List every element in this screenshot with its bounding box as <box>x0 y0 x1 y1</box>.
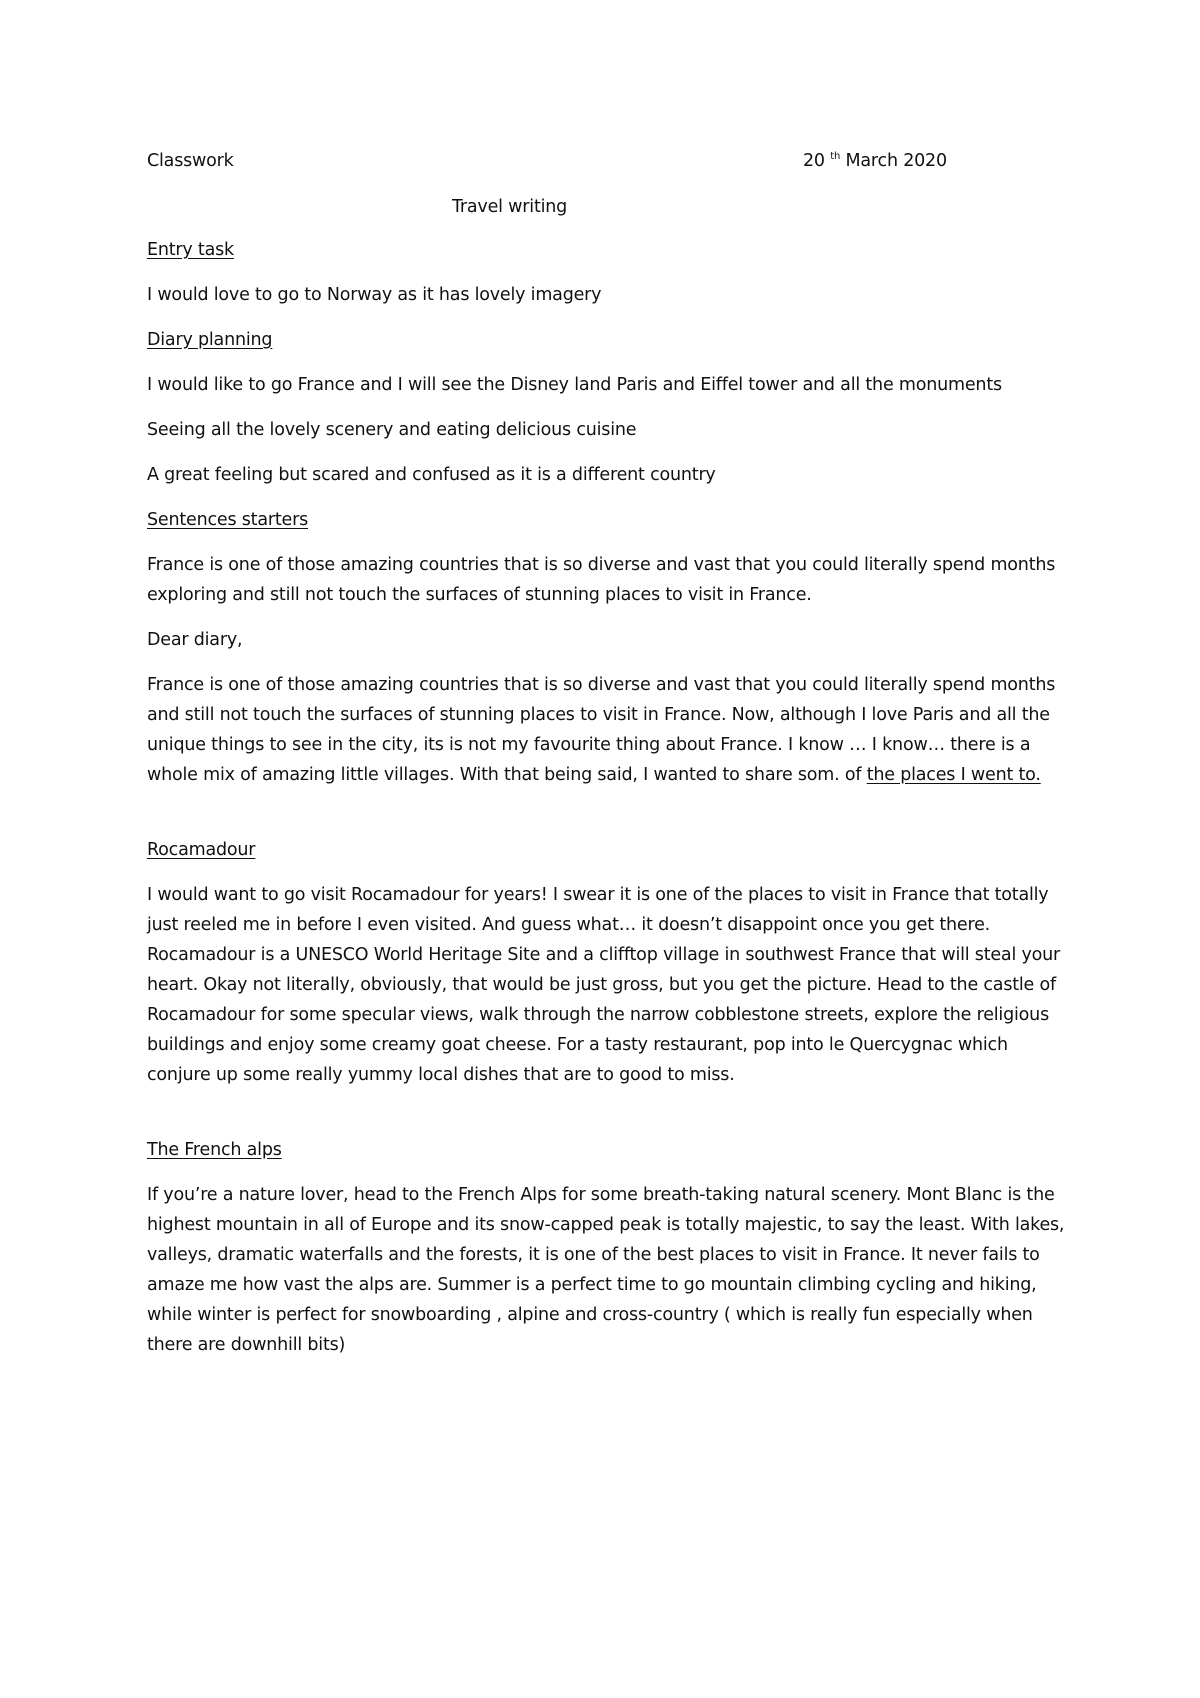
french-alps-heading: The French alps <box>147 1140 282 1160</box>
sentence-starters-text: France is one of those amazing countries that is so diverse and vast that you could literally spend months exploring and still not touch the surfaces of stunning places to visit in France. <box>147 555 1056 605</box>
date-rest: March 2020 <box>845 151 947 171</box>
diary-greeting: Dear diary, <box>147 630 243 650</box>
entry-task-text: I would love to go to Norway as it has lovely imagery <box>147 285 602 305</box>
rocamadour-text: I would want to go visit Rocamadour for years! I swear it is one of the places to visit in France that totally just reeled me in before I even visited. And guess what… it doesn’t disappoint once you get there. Rocamadour is a UNESCO World Heritage Site and a clifftop village in southwest France that will steal your heart. Okay not literally, obviously, that would be just gross, but you get the picture. Head to the castle of Rocamadour for some specular views, walk through the narrow cobblestone streets, explore the religious buildings and enjoy some creamy goat cheese. For a tasty restaurant, pop into le Quercygnac which conjure up some really yummy local dishes that are to good to miss. <box>147 885 1061 1085</box>
diary-planning-heading: Diary planning <box>147 330 273 350</box>
entry-task-heading: Entry task <box>147 240 234 260</box>
header-label: Classwork <box>147 151 234 171</box>
french-alps-text: If you’re a nature lover, head to the French Alps for some breath-taking natural scenery. Mont Blanc is the highest mountain in all of Europe and its snow-capped peak is totally majestic, to say the least. With lakes, valleys, dramatic waterfalls and the forests, it is one of the best places to visit in France. It never fails to amaze me how vast the alps are. Summer is a perfect time to go mountain climbing cycling and hiking, while winter is perfect for snowboarding , alpine and cross-country ( which is really fun especially when there are downhill bits) <box>147 1185 1065 1355</box>
header-row <box>147 146 1067 176</box>
diary-intro-text: France is one of those amazing countries that is so diverse and vast that you could literally spend months and still not touch the surfaces of stunning places to visit in France. Now, although I love Paris and all the unique things to see in the city, its is not my favourite thing about France. I know … I know… there is a whole mix of amazing little villages. With that being said, I wanted to share som. of <box>147 675 1056 785</box>
date <box>803 146 947 176</box>
diary-planning-line-1: I would like to go France and I will see the Disney land Paris and Eiffel tower and all the monuments <box>147 375 1002 395</box>
diary-intro-underlined: the places I went to. <box>866 765 1041 785</box>
rocamadour-heading: Rocamadour <box>147 840 256 860</box>
diary-intro <box>147 670 1067 790</box>
page-title: Travel writing <box>452 197 568 217</box>
document-body <box>147 146 1067 1355</box>
diary-planning-line-2: Seeing all the lovely scenery and eating delicious cuisine <box>147 420 637 440</box>
date-suffix: th <box>830 151 841 163</box>
diary-planning-line-3: A great feeling but scared and confused as it is a different country <box>147 465 716 485</box>
date-day: 20 <box>803 151 825 171</box>
sentence-starters-heading: Sentences starters <box>147 510 308 530</box>
